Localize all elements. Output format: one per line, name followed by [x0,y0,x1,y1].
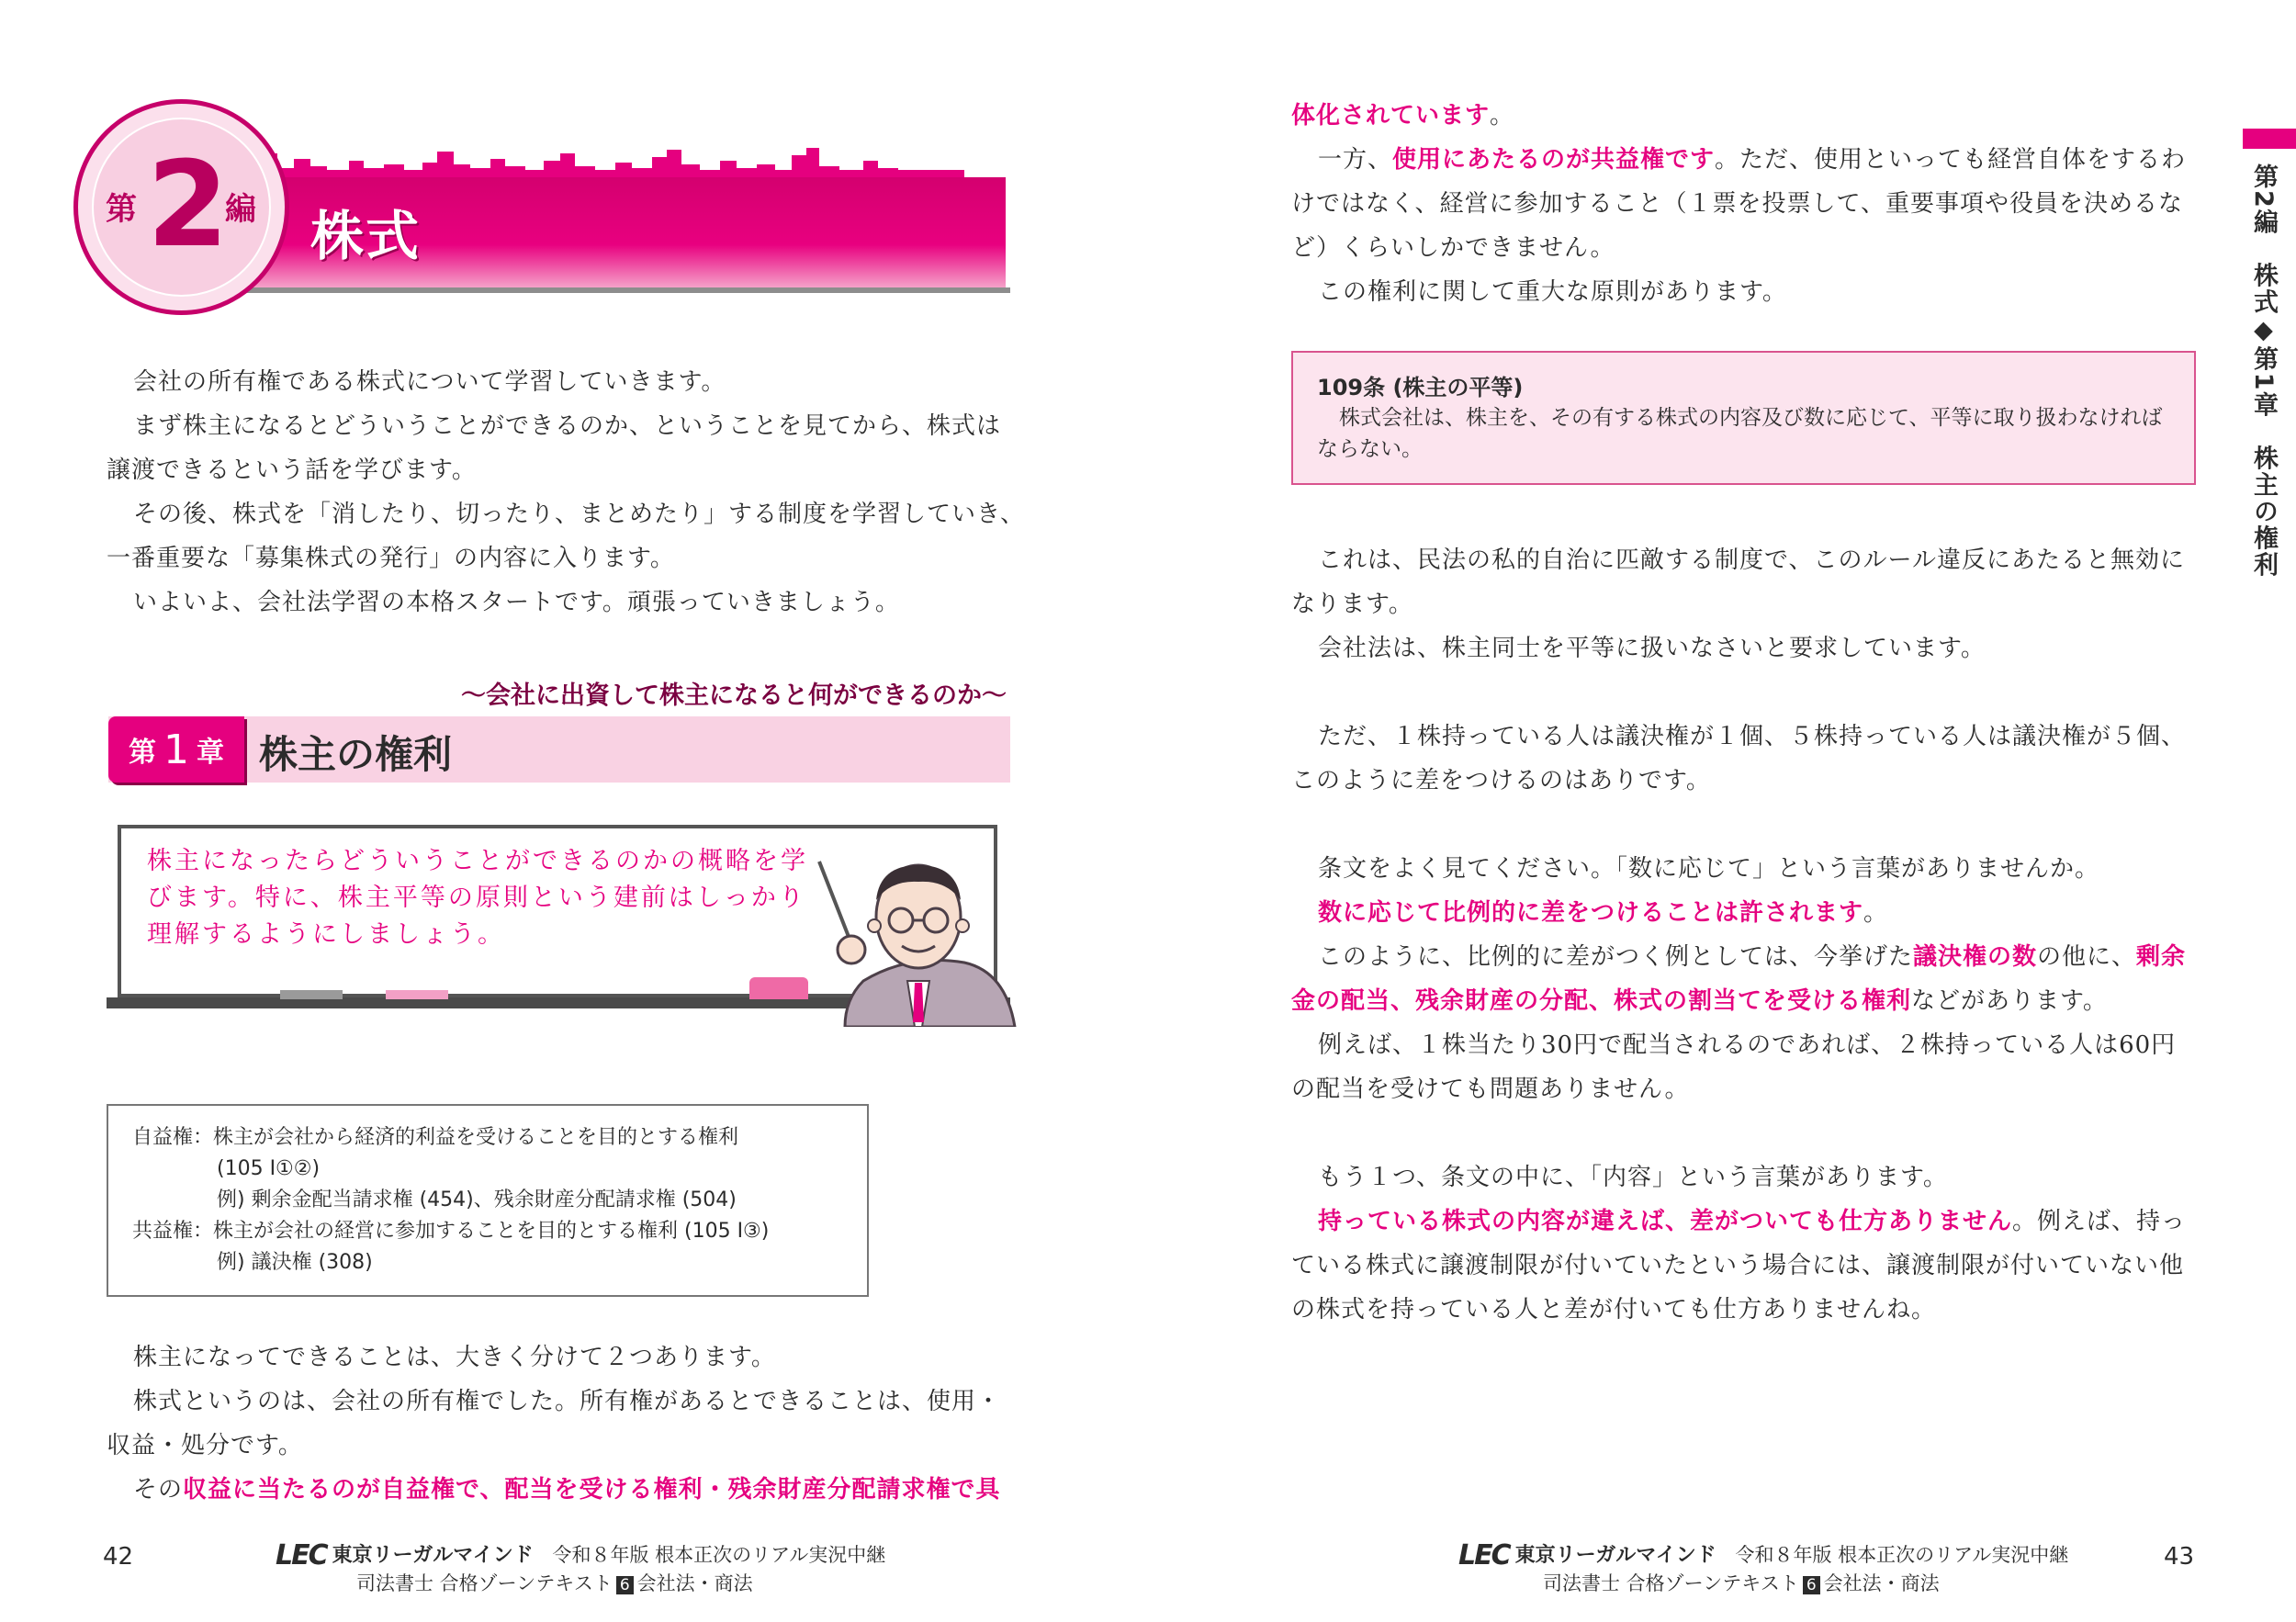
footer-subject: 会社法・商法 [636,1572,753,1594]
right-line-2 [1318,138,2186,182]
part-number: 2 [147,137,230,274]
footer-brand-line-left [276,1539,885,1571]
intro-line-2: まず株主になるとどういうことができるのか、ということを見てから、株式は [133,412,1002,440]
right-line-18-end: 。例えば、持っ [2012,1208,2187,1235]
chapter-label-suffix: 章 [197,737,224,769]
right-line-10: このように差をつけるのはありです。 [1291,767,1711,794]
law-article-body: 株式会社は、株主を、その有する株式の内容及び数に応じて、平等に取り扱わなければならない。 [1317,406,2163,461]
right-line-19: ている株式に譲渡制限が付いていたという場合には、譲渡制限が付いていない他 [1291,1252,2185,1279]
footer-series-right: 司法書士 合格ゾーンテキスト [1543,1572,1799,1594]
footer-subject-right: 会社法・商法 [1823,1572,1940,1594]
definition-line-1: 自益権：株主が会社から経済的利益を受けることを目的とする権利 [132,1126,739,1149]
page-number-left: 42 [103,1543,134,1571]
part-title: 株式 [310,205,422,267]
right-line-12-highlight: 数に応じて比例的に差をつけることは許されます [1318,899,1864,927]
definition-line-3: 例) 剰余金配当請求権 (454)、残余財産分配請求権 (504) [217,1188,737,1211]
right-line-6: これは、民法の私的自治に匹敵する制度で、このルール違反にあたると無効に [1318,546,2185,574]
footer-brand: 東京リーガルマインド [332,1544,534,1567]
chapter-label-prefix: 第 [129,737,156,769]
footer-brand-line-right [1458,1539,2068,1571]
right-line-5: この権利に関して重大な原則があります。 [1318,278,1787,306]
law-article-title: 109条 (株主の平等) [1317,375,1524,400]
intro-line-3: 譲渡できるという話を学びます。 [107,456,477,484]
footer-volume: 6 [616,1576,634,1594]
right-line-18-highlight: 持っている株式の内容が違えば、差がついても仕方ありません [1318,1208,2013,1235]
body-line-4-highlight: 収益に当たるのが自益権で、配当を受ける権利・残余財産分配請求権で具 [183,1476,1001,1504]
footer-series: 司法書士 合格ゾーンテキスト [356,1572,613,1594]
teacher-illustration [808,843,1019,1027]
footer-series-line-left [356,1569,753,1596]
chalk-eraser [280,990,343,999]
lec-logo-right: LEC [1458,1539,1510,1571]
chalk-pink [386,990,448,999]
chapter-label-number: 1 [163,726,189,773]
footer-series-line-right [1543,1569,1940,1596]
right-line-2-highlight: 使用にあたるのが共益権です [1392,146,1716,174]
part-suffix: 編 [225,191,256,228]
chapter-label [108,716,244,783]
side-index-tab [2243,129,2296,149]
right-line-14-end: などがあります。 [1911,987,2108,1015]
right-line-7: なります。 [1291,591,1413,618]
body-line-4 [133,1468,1001,1512]
intro-line-5: 一番重要な「募集株式の発行」の内容に入ります。 [107,545,675,572]
right-line-11: 条文をよく見てください。「数に応じて」という言葉がありませんか。 [1318,855,2100,883]
intro-line-6: いよいよ、会社法学習の本格スタートです。頑張っていきましょう。 [133,589,900,616]
intro-line-1: 会社の所有権である株式について学習していきます。 [133,368,726,396]
lec-logo: LEC [276,1539,327,1571]
right-line-1 [1291,94,1514,138]
right-line-3: けではなく、経営に参加すること（１票を投票して、重要事項や役員を決めるな [1291,190,2183,218]
part-prefix: 第 [106,191,137,228]
right-line-1-end: 。 [1490,102,1515,130]
right-line-2-end: 。ただ、使用といっても経営自体をするわ [1715,146,2187,174]
body-line-4-start: その [133,1476,184,1504]
definition-line-5: 例) 議決権 (308) [217,1251,373,1274]
definition-line-4: 共益権：株主が会社の経営に参加することを目的とする権利 (105 Ⅰ③) [132,1220,770,1243]
page-number-right: 43 [2164,1543,2195,1571]
chapter-subtitle: 〜会社に出資して株主になると何ができるのか〜 [461,681,1007,710]
right-line-13-highlight-2: 剰余 [2136,943,2187,971]
footer-brand-right: 東京リーガルマインド [1514,1544,1716,1567]
right-line-9: ただ、１株持っている人は議決権が１個、５株持っている人は議決権が５個、 [1318,723,2187,750]
right-line-17: もう１つ、条文の中に、「内容」という言葉があります。 [1318,1164,1948,1191]
chalk-box [749,977,808,999]
right-line-12 [1318,891,1888,935]
right-line-2-start: 一方、 [1318,146,1393,174]
intro-line-4: その後、株式を「消したり、切ったり、まとめたり」する制度を学習していき、 [133,501,1025,528]
footer-edition: 令和８年版 根本正次のリアル実況中継 [552,1544,886,1566]
footer-volume-right: 6 [1803,1576,1820,1594]
skyline [230,148,964,179]
side-index-text: 第2編 株式◆第1章 株主の権利 [2249,163,2278,579]
body-line-3: 収益・処分です。 [107,1432,303,1459]
footer-edition-right: 令和８年版 根本正次のリアル実況中継 [1735,1544,2069,1566]
body-line-2: 株式というのは、会社の所有権でした。所有権があるとできることは、使用・ [133,1388,1002,1415]
definition-line-2: (105 Ⅰ①②) [217,1157,321,1180]
right-line-8: 会社法は、株主同士を平等に扱いなさいと要求しています。 [1318,635,1986,662]
right-line-18 [1318,1200,2186,1244]
chapter-title: 株主の権利 [259,732,453,777]
right-line-13 [1318,935,2186,979]
right-line-15: 例えば、１株当たり30円で配当されるのであれば、２株持っている人は60円 [1318,1031,2177,1059]
board-text: 株主になったらどういうことができるのかの概略を学びます。特に、株主平等の原則という建前はしっかり理解するようにしましょう。 [147,847,808,949]
right-line-13-mid: の他に、 [2037,943,2137,971]
right-line-13-highlight-1: 議決権の数 [1913,943,2038,971]
right-line-14-highlight: 金の配当、残余財産の分配、株式の割当てを受ける権利 [1291,987,1912,1015]
right-line-14 [1291,979,2108,1023]
right-line-1-highlight: 体化されています [1291,102,1491,130]
right-line-16: の配当を受けても問題ありません。 [1291,1076,1690,1103]
right-line-13-start: このように、比例的に差がつく例としては、今挙げた [1318,943,1914,971]
body-line-1: 株主になってできることは、大きく分けて２つあります。 [133,1344,776,1371]
right-line-4: ど）くらいしかできません。 [1291,234,1615,262]
right-line-12-end: 。 [1863,899,1889,927]
right-line-20: の株式を持っている人と差が付いても仕方ありませんね。 [1291,1296,1937,1324]
